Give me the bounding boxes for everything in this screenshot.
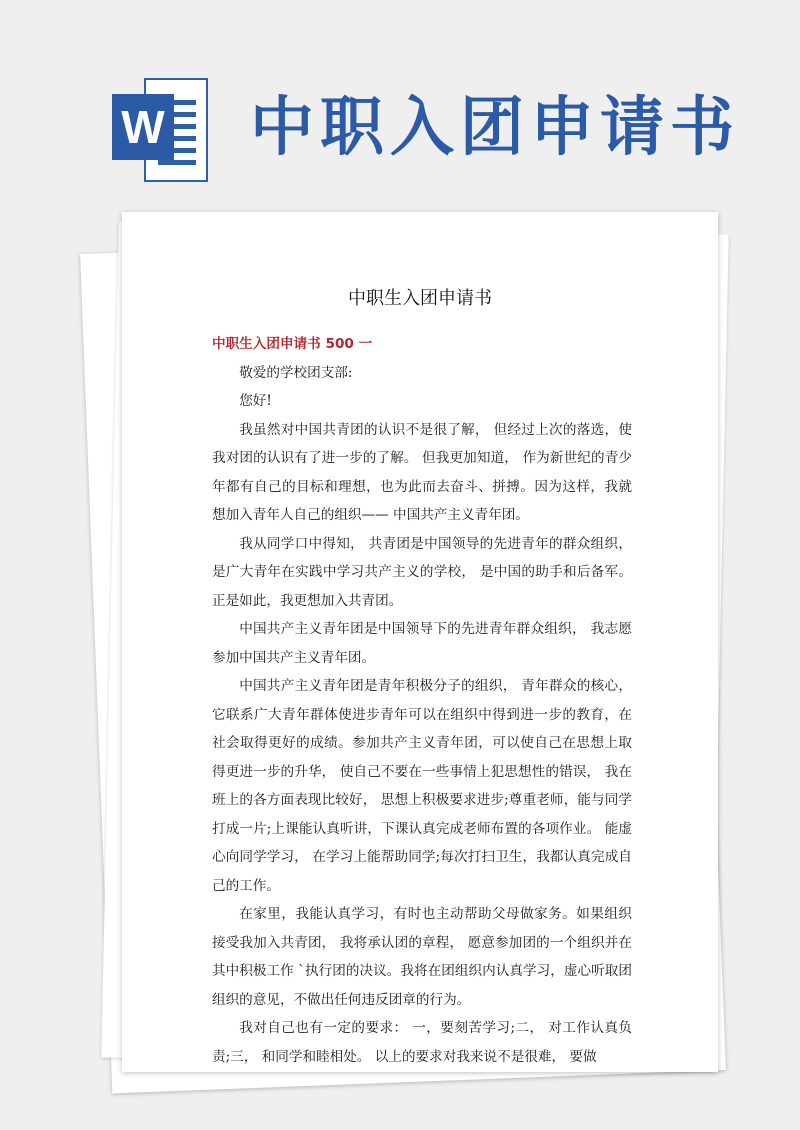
section-heading: 中职生入团申请书 500 一 (212, 336, 373, 352)
greeting: 您好! (239, 393, 272, 409)
banner-title: 中职入团申请书 (250, 91, 740, 165)
paragraph: 我对自己也有一定的要求： 一，要刻苦学习;二， 对工作认真负责;三， 和同学和睦相处。 以上的要求对我来说不是很难， 要做 (212, 1020, 632, 1065)
document-title: 中职生入团申请书 (348, 288, 492, 309)
document-page (122, 212, 718, 1072)
document-body (212, 330, 632, 1071)
paragraph: 我从同学口中得知， 共青团是中国领导的先进青年的群众组织， 是广大青年在实践中学习共产主义的学校， 是中国的助手和后备军。正是如此，我更想加入共青团。 (212, 535, 632, 609)
paragraph: 中国共产主义青年团是青年积极分子的组织， 青年群众的核心，它联系广大青年群体使进步青年可以在组织中得到进一步的教育，在社会取得更好的成绩。参加共产主义青年团，可以使自己在思想上取得更进一步的升华， 使自己不要在一些事情上犯思想性的错误， 我在班上的各方面表现比较好， 思想上积极要求进步;尊重老师，能与同学打成一片;上课能认真听讲，下课认真完成老师布置的各项作业。 能虚心向同学学习， 在学习上能帮助同学;每次打扫卫生，我都认真完成自己的工作。 (212, 678, 632, 894)
banner (0, 0, 800, 180)
word-document-icon (112, 78, 210, 182)
paragraph: 中国共产主义青年团是中国领导下的先进青年群众组织， 我志愿参加中国共产主义青年团。 (212, 621, 632, 666)
word-letter-badge: W (112, 94, 174, 160)
paragraph: 在家里，我能认真学习，有时也主动帮助父母做家务。如果组织接受我加入共青团， 我将承认团的章程， 愿意参加团的一个组织并在其中积极工作 `执行团的决议。我将在团组织内认真学习，虚心听取团组织的意见，不做出任何违反团章的行为。 (212, 906, 632, 1008)
paragraph: 我虽然对中国共青团的认识不是很了解， 但经过上次的落选，使我对团的认识有了进一步的了解。 但我更加知道， 作为新世纪的青少年都有自己的目标和理想，也为此而去奋斗、拼搏。因为这样，我就想加入青年人自己的组织—— 中国共产主义青年团。 (212, 421, 632, 523)
salutation: 敬爱的学校团支部: (239, 364, 353, 381)
